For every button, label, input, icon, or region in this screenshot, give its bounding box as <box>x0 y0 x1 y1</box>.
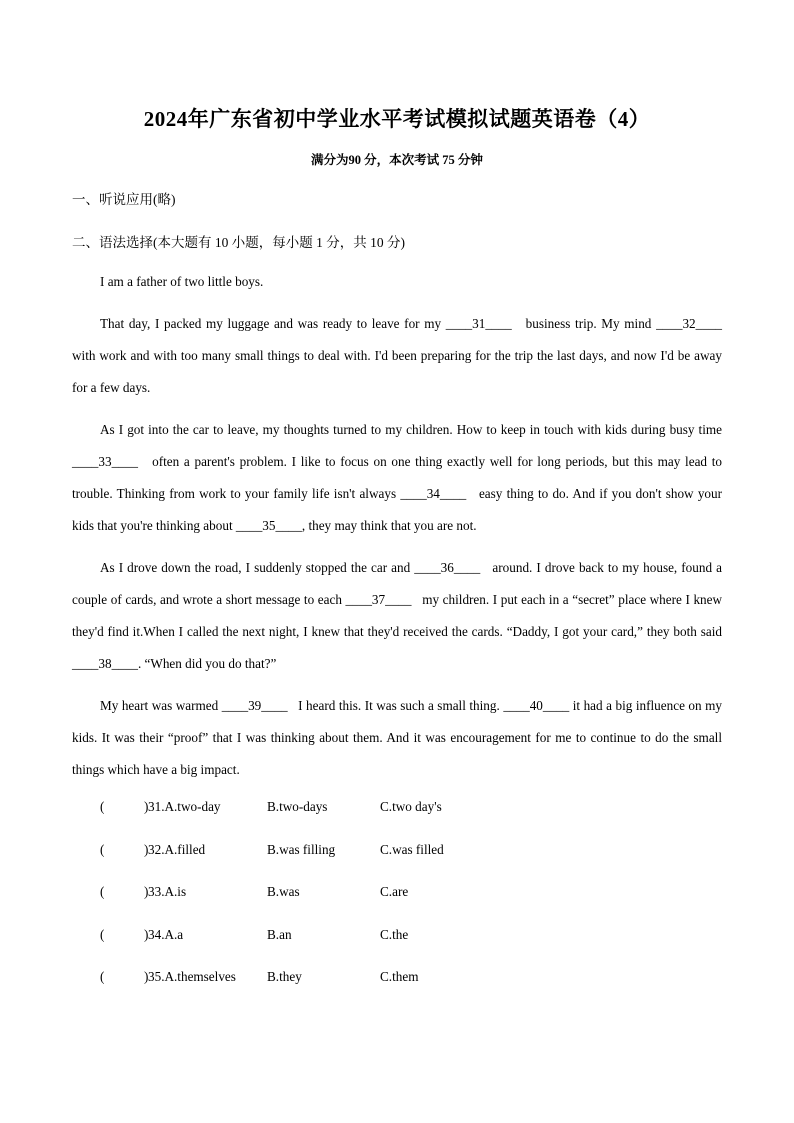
blank-40: ____40____ <box>503 698 570 713</box>
passage-paragraph-4 <box>72 552 726 680</box>
answer-paren-open: ( <box>100 799 105 814</box>
option-b: B.an <box>267 926 292 942</box>
paragraph-text: easy thing to do. And if you don't show your kids that you're thinking about <box>72 486 726 533</box>
blank-38: ____38____ <box>72 656 138 671</box>
blank-32: ____32____ <box>656 316 723 331</box>
paragraph-text: around. I drove back to my house, found a couple of cards, and wrote a short message to each <box>72 560 726 607</box>
answer-paren-close: ) <box>144 884 149 899</box>
question-32-options <box>72 842 722 885</box>
answer-paren-open: ( <box>100 841 105 857</box>
paragraph-text: often a parent's problem. I like to focus on one thing exactly well for long periods, but this may lead to trouble. Thinking from work to your family life isn't always <box>72 454 726 501</box>
question-34-options <box>72 927 722 970</box>
option-c: C.are <box>380 884 409 899</box>
paragraph-text: business trip. My mind <box>511 316 657 331</box>
paragraph-text: my children. I put each in a “secret” place where I knew they'd find it.When I called the next night, I knew that they'd received the cards. “Daddy, I got your card,” they both said <box>72 592 726 639</box>
question-33-options <box>72 884 722 927</box>
blank-34: ____34____ <box>400 486 467 501</box>
answer-paren-close: ) <box>144 841 149 857</box>
paragraph-text: . “When did you do that?” <box>137 656 277 671</box>
option-b: B.they <box>267 969 302 984</box>
passage-paragraph-2 <box>72 308 732 404</box>
option-b: B.two-days <box>267 799 328 814</box>
answer-paren-open: ( <box>100 969 105 984</box>
paragraph-text: That day, I packed my luggage and was ready to leave for my <box>100 316 446 331</box>
question-31-options <box>72 799 722 842</box>
option-a: 31.A.two-day <box>148 799 221 814</box>
paragraph-text: As I got into the car to leave, my thoughts turned to my children. How to keep in touch with kids during busy time <box>100 422 722 437</box>
answer-paren-close: ) <box>144 969 149 984</box>
option-a: 33.A.is <box>148 884 187 899</box>
option-b: B.was filling <box>267 841 336 857</box>
option-a: 32.A.filled <box>148 841 206 857</box>
option-c: C.the <box>380 926 409 942</box>
paragraph-text: My heart was warmed <box>100 698 222 713</box>
passage-paragraph-3 <box>72 414 726 542</box>
option-c: C.two day's <box>380 799 442 814</box>
passage-paragraph-5 <box>72 690 722 786</box>
blank-33: ____33____ <box>72 454 138 469</box>
option-c: C.them <box>380 969 419 984</box>
paragraph-text: , they may think that you are not. <box>301 518 477 533</box>
paragraph-text: I heard this. It was such a small thing. <box>287 698 504 713</box>
option-b: B.was <box>267 884 300 899</box>
answer-paren-open: ( <box>100 926 105 942</box>
option-a: 34.A.a <box>148 926 184 942</box>
paragraph-text: it had a big influence on my kids. It was their “proof” that I was thinking about them. And it was encouragement for me to continue to do the small things which have a big impact. <box>72 698 722 777</box>
blank-37: ____37____ <box>345 592 412 607</box>
options-list <box>72 799 722 1012</box>
option-a: 35.A.themselves <box>148 969 236 984</box>
question-35-options <box>72 969 722 1012</box>
blank-36: ____36____ <box>414 560 481 575</box>
paragraph-text: with work and with too many small things to deal with. I'd been preparing for the trip the last days, and now I'd be away for a few days. <box>72 316 732 395</box>
option-c: C.was filled <box>380 841 444 857</box>
blank-31: ____31____ <box>445 316 512 331</box>
answer-paren-close: ) <box>144 799 149 814</box>
blank-35: ____35____ <box>235 518 302 533</box>
blank-39: ____39____ <box>221 698 288 713</box>
page-title: 2024年广东省初中学业水平考试模拟试题英语卷（4） <box>143 107 651 131</box>
answer-paren-close: ) <box>144 926 149 942</box>
paragraph-text: As I drove down the road, I suddenly stopped the car and <box>100 560 415 575</box>
exam-info: 满分为90 分，本次考试 75 分钟 <box>311 153 483 167</box>
section-grammar: 二、语法选择(本大题有 10 小题，每小题 1 分，共 10 分) <box>72 235 405 250</box>
passage-paragraph-1: I am a father of two little boys. <box>100 274 264 289</box>
answer-paren-open: ( <box>100 884 105 899</box>
section-listening: 一、听说应用(略) <box>72 192 176 207</box>
